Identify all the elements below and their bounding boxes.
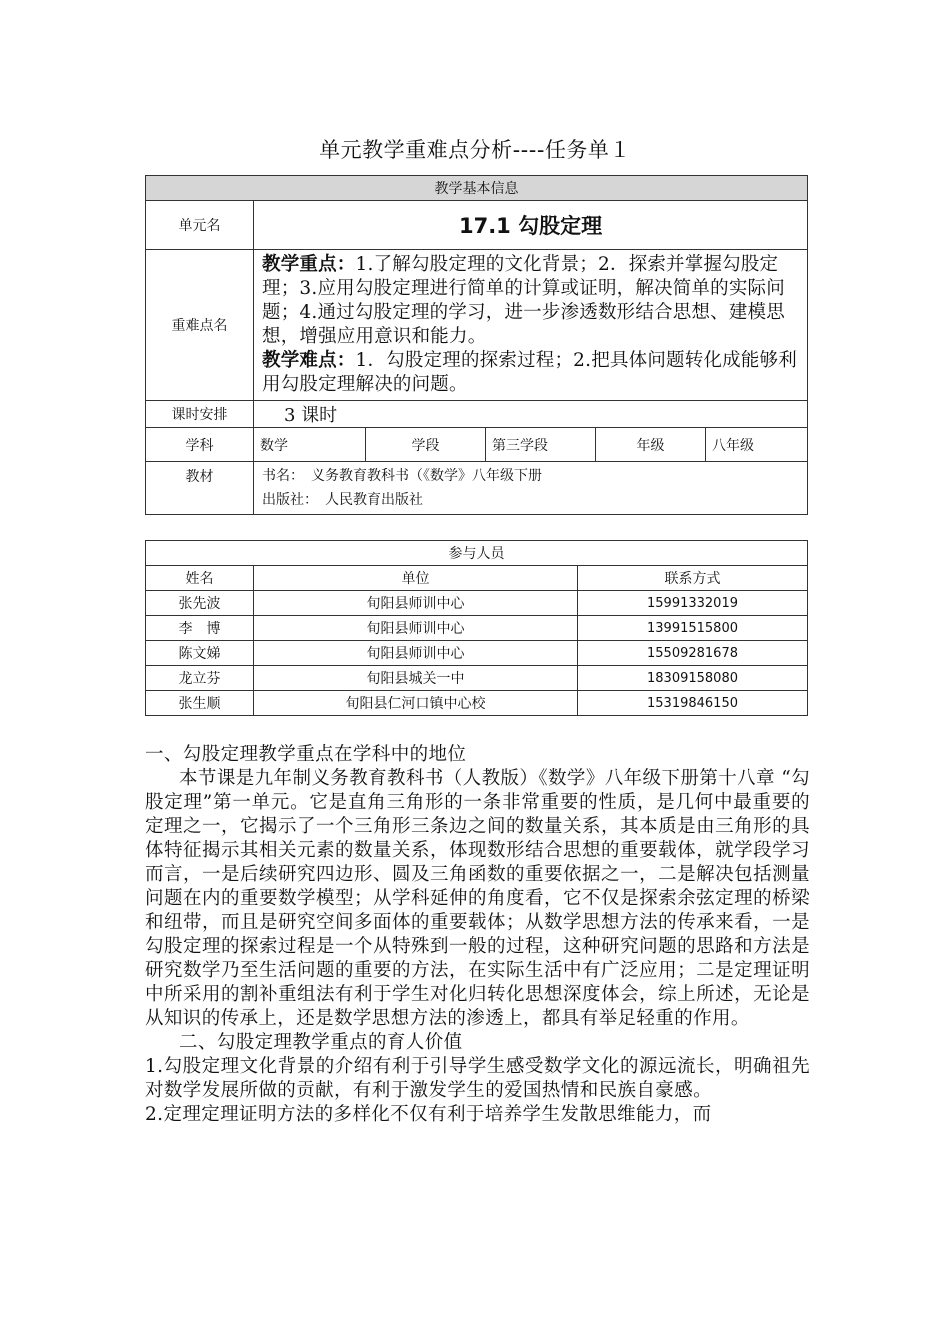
unit-name: 17.1 勾股定理 [254, 201, 808, 250]
participant-phone: 15509281678 [578, 641, 808, 666]
table-row [146, 641, 808, 666]
stage-value: 第三学段 [486, 428, 596, 462]
basic-info-table [145, 175, 808, 515]
table-row [146, 666, 808, 691]
section2-heading: 二、勾股定理教学重点的育人价值 [179, 1032, 463, 1053]
textbook-info [254, 462, 808, 515]
subject-label: 学科 [146, 428, 254, 462]
basic-info-header: 教学基本信息 [146, 176, 808, 201]
hours-value: 3 课时 [254, 401, 808, 428]
difficulty-title: 教学难点： [262, 350, 356, 371]
textbook-label: 教材 [146, 462, 254, 515]
participant-unit: 旬阳县师训中心 [254, 591, 578, 616]
participant-phone: 15991332019 [578, 591, 808, 616]
column-header-contact: 联系方式 [578, 566, 808, 591]
participant-unit: 旬阳县师训中心 [254, 641, 578, 666]
stage-label: 学段 [366, 428, 486, 462]
participant-unit: 旬阳县城关一中 [254, 666, 578, 691]
focus-title: 教学重点： [262, 254, 356, 275]
participant-phone: 15319846150 [578, 691, 808, 716]
column-header-unit: 单位 [254, 566, 578, 591]
document-title: 单元教学重难点分析----任务单１ [319, 138, 631, 162]
participant-phone: 13991515800 [578, 616, 808, 641]
body-text [145, 743, 810, 1127]
section1-heading: 一、勾股定理教学重点在学科中的地位 [145, 744, 467, 765]
participants-table [145, 540, 808, 716]
difficulty-text: 1．勾股定理的探索过程；2.把具体问题转化成能够利用勾股定理解决的问题。 [262, 350, 797, 395]
value-item-2: 2.定理定理证明方法的多样化不仅有利于培养学生发散思维能力，而 [145, 1104, 712, 1125]
keys-content [254, 250, 808, 401]
participant-phone: 18309158080 [578, 666, 808, 691]
subject-value: 数学 [254, 428, 366, 462]
focus-text: 1.了解勾股定理的文化背景；2．探索并掌握勾股定理；3.应用勾股定理进行简单的计算或证明，解决简单的实际问题；4.通过勾股定理的学习，进一步渗透数形结合思想、建模思想，增强应用意识和能力。 [262, 254, 785, 347]
participants-header: 参与人员 [146, 541, 808, 566]
column-header-name: 姓名 [146, 566, 254, 591]
keys-label: 重难点名 [146, 250, 254, 401]
participant-name: 张生顺 [146, 691, 254, 716]
participant-name: 龙立芬 [146, 666, 254, 691]
hours-label: 课时安排 [146, 401, 254, 428]
grade-label: 年级 [596, 428, 706, 462]
book-name: 书名： 义务教育教科书（《数学》八年级下册 [262, 468, 542, 484]
participant-name: 陈文娣 [146, 641, 254, 666]
grade-value: 八年级 [706, 428, 808, 462]
section1-paragraph: 本节课是九年制义务教育教科书（人教版）《数学》八年级下册第十八章 “勾股定理”第一单元。它是直角三角形的一条非常重要的性质，是几何中最重要的定理之一，它揭示了一个三角形三条边之间的数量关系，其本质是由三角形的具体特征揭示其相关元素的数量关系，体现数形结合思想的重要载体，就学段学习而言，一是后续研究四边形、圆及三角函数的重要依据之一，二是解决包括测量问题在内的重要数学模型；从学科延伸的角度看，它不仅是探索余弦定理的桥梁和纽带，而且是研究空间多面体的重要载体；从数学思想方法的传承来看，一是勾股定理的探索过程是一个从特殊到一般的过程，这种研究问题的思路和方法是研究数学乃至生活问题的重要的方法，在实际生活中有广泛应用；二是定理证明中所采用的割补重组法有利于学生对化归转化思想深度体会，综上所述，无论是从知识的传承上，还是数学思想方法的渗透上，都具有举足轻重的作用。 [145, 768, 810, 1029]
table-row [146, 691, 808, 716]
participant-unit: 旬阳县师训中心 [254, 616, 578, 641]
table-row [146, 591, 808, 616]
participant-name: 张先波 [146, 591, 254, 616]
unit-label: 单元名 [146, 201, 254, 250]
participant-name: 李 博 [146, 616, 254, 641]
table-row [146, 616, 808, 641]
value-item-1: 1.勾股定理文化背景的介绍有利于引导学生感受数学文化的源远流长，明确祖先对数学发展所做的贡献，有利于激发学生的爱国热情和民族自豪感。 [145, 1056, 810, 1101]
participant-unit: 旬阳县仁河口镇中心校 [254, 691, 578, 716]
publisher: 出版社： 人民教育出版社 [262, 492, 423, 508]
